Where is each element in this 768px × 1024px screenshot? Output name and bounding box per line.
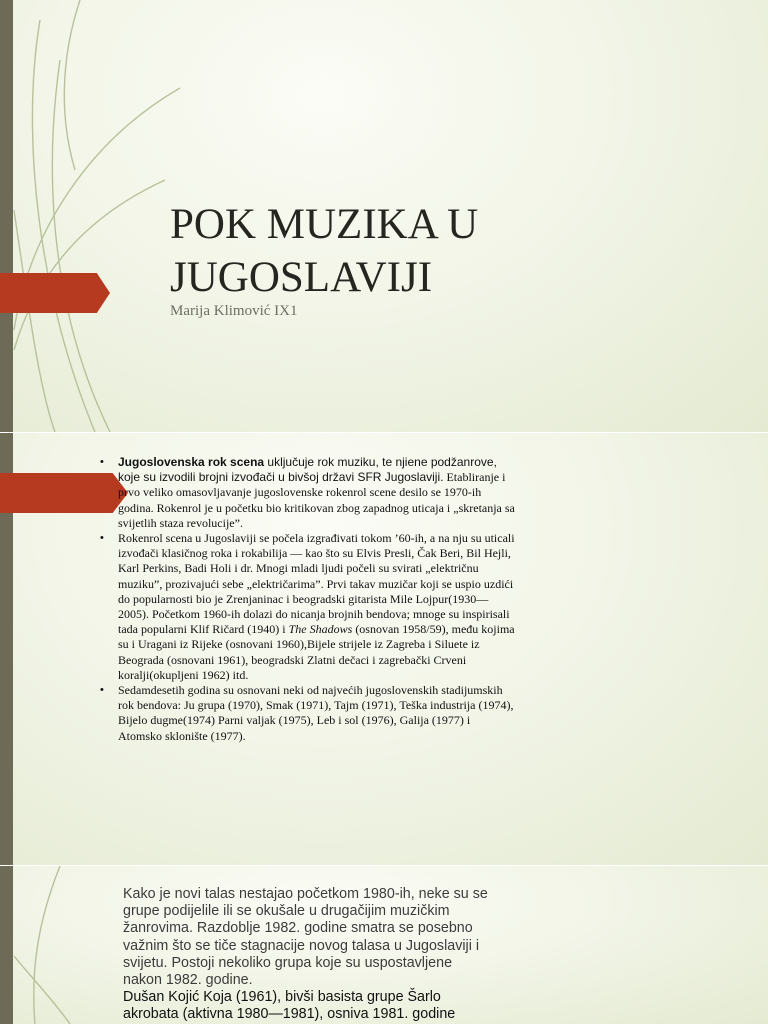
swirl-line: [34, 866, 60, 1024]
text-line: grupe podijelile ili se okušale u drugačijim muzičkim: [123, 903, 450, 920]
slide-3-content: [0, 866, 768, 1024]
bullet-term: Jugoslovenska rok scena: [118, 455, 265, 469]
bullet-marker: •: [100, 684, 104, 697]
bullet-marker: •: [100, 532, 104, 545]
bullet-item: [98, 683, 516, 744]
bullet-text: uključuje rok muziku, te njiene podžanrove, koje su izvodili brojni izvođači u bivšoj državi SFR Jugoslaviji.: [118, 455, 497, 485]
text-line: Dušan Kojić Koja (1961), bivši basista grupe Šarlo: [123, 989, 441, 1006]
text-line: žanrovima. Razdoblje 1982. godine smatra se posebno: [123, 920, 473, 937]
slide-2-content: [0, 433, 768, 865]
swirl-line: [64, 0, 80, 170]
slide-title: POK MUZIKA U JUGOSLAVIJI: [170, 201, 479, 301]
bullet-marker: •: [100, 456, 104, 468]
band-name-italic: The Shadows: [288, 622, 353, 637]
bullet-text: Etabliranje i prvo veliko omasovljavanje jugoslovenske rokenrol scene desilo se 1970-ih godina. Rokenrol je u početku bio kritikovan zbog zapadnog uticaja i „skretanja sa svijetlih staza revolucije”.: [118, 470, 515, 530]
swirl-line: [14, 210, 55, 432]
text-line: nakon 1982. godine.: [123, 972, 253, 989]
text-line: svijetu. Postoji nekoliko grupa koje su uspostavljene: [123, 954, 453, 971]
bullet-list: [98, 455, 516, 744]
text-line: akrobata (aktivna 1980—1981), osniva 1981. godine: [123, 1006, 456, 1023]
text-line: Kako je novi talas nestajao početkom 1980-ih, neke su se: [123, 886, 488, 902]
slide-3-text: [123, 886, 503, 1024]
swirl-line: [32, 20, 95, 432]
swirl-line: [52, 60, 110, 432]
slide-1-title: [0, 0, 768, 432]
text-line: važnim što se tiče stagnacije novog talasa u Jugoslaviji i: [123, 937, 480, 954]
bullet-text: Rokenrol scena u Jugoslaviji se počela izgrađivati tokom ’60-ih, a na nju su uticali izvođači klasičnog roka i rokabilija — kao što su Elvis Presli, Čak Beri, Bil Hejli, Karl Perkins, Badi Holi i dr. Mnogi mladi ljudi počeli su svirati „električnu muziku”, prozivajući sebe „električarima”. Prvi takav muzičar koji se uspio uzdići do popularnosti bio je Zrenjaninac i beogradski gitarista Mile Lojpur(1930—2005). Početkom 1960-ih dolazi do nicanja brojnih bendova; mnoge su inspirisali tada popularni Klif Ričard (1940) i: [118, 531, 515, 637]
bullet-item: [98, 531, 516, 683]
red-arrow-tab: [0, 273, 110, 313]
slide-subtitle: Marija Klimović IX1: [170, 303, 298, 319]
decorative-swirl: [0, 866, 120, 1024]
swirl-line: [14, 180, 165, 350]
bullet-text: Sedamdesetih godina su osnovani neki od najvećih jugoslovenskih stadijumskih rok bendova: Ju grupa (1970), Smak (1971), Tajm (1971), Teška industrija (1974), Bijelo dugme(1974) Parni valjak (1975), Leb i sol (1976), Galija (1977) i Atomsko sklonište (1977).: [118, 683, 514, 743]
bullet-item: [98, 455, 516, 531]
swirl-line: [14, 956, 70, 1024]
bullet-text: (osnovan 1958/59), među kojima su i Uragani iz Rijeke (osnovani 1960),Bijele strijele iz Zagreba i Siluete iz Beograda (osnovani 1961), beogradski Zlatni dečaci i zagrebački Crveni koralji(okupljeni 1962) itd.: [118, 622, 515, 682]
